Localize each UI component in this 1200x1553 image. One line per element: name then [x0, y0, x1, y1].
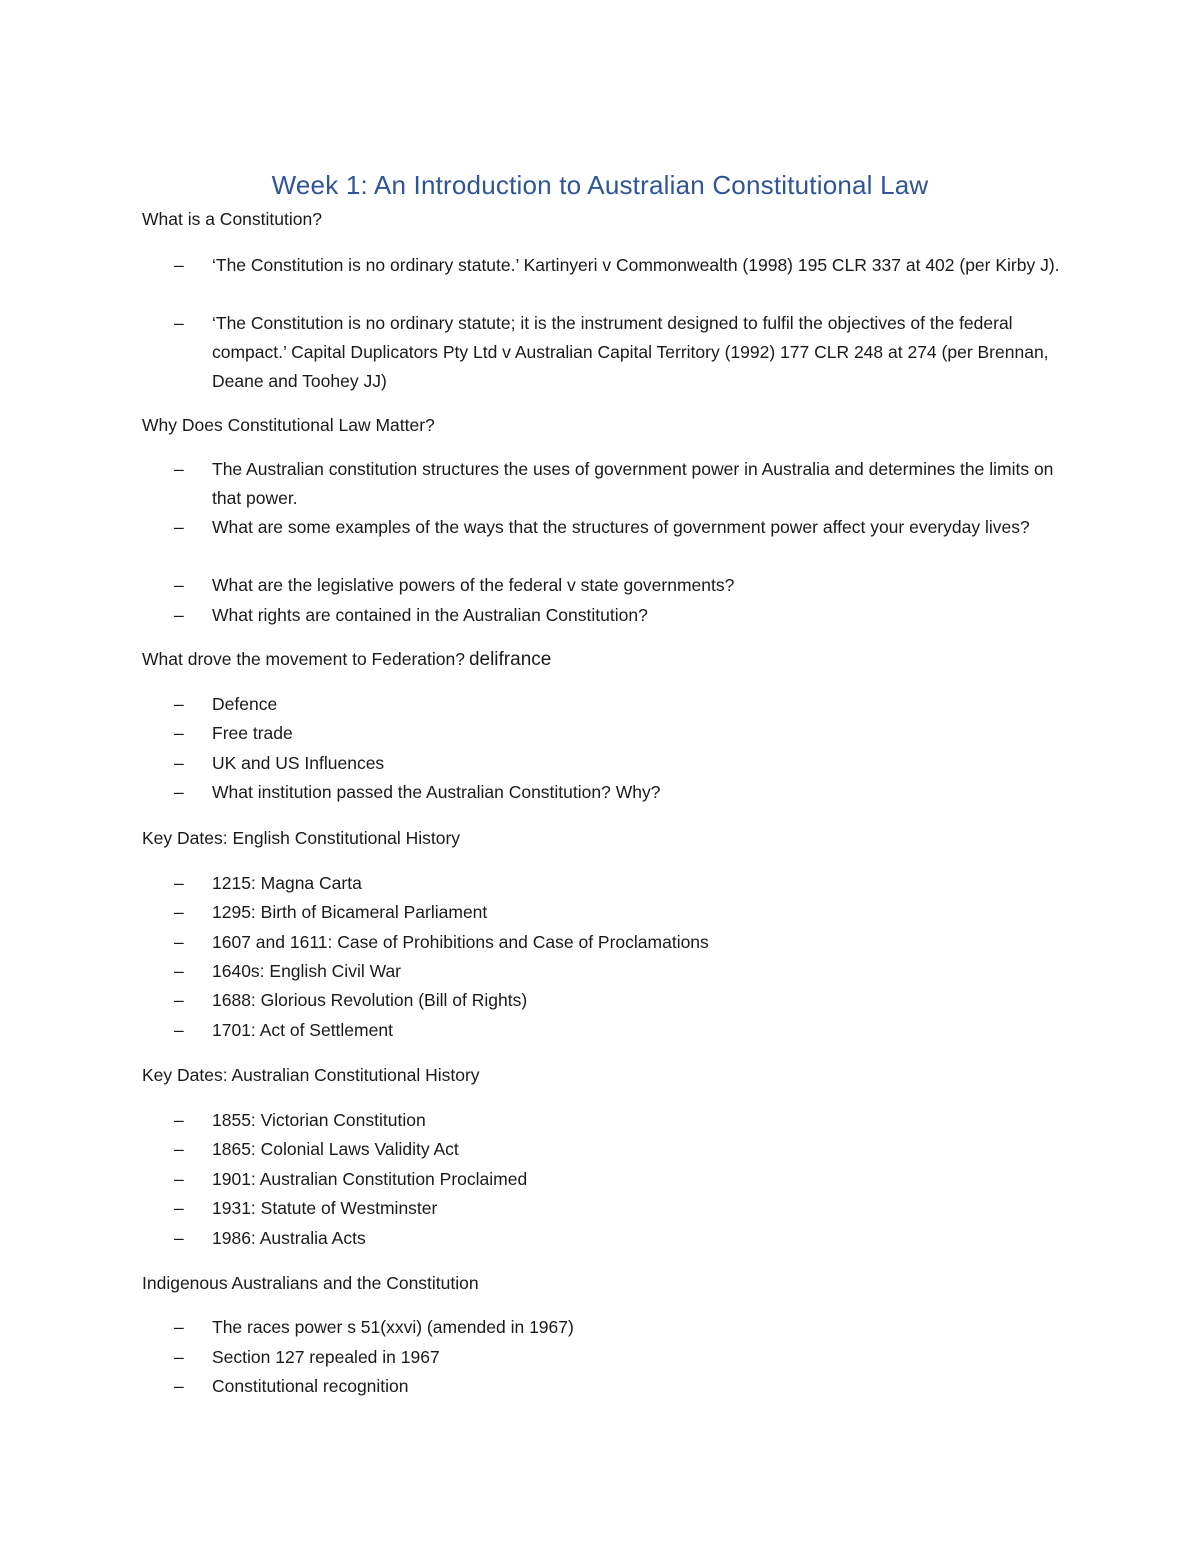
- bullet-dash: –: [174, 1228, 184, 1248]
- bullet-dash: –: [174, 1376, 184, 1396]
- list-item: [174, 719, 1064, 748]
- bullet-dash: –: [174, 605, 184, 625]
- list-item-text: 1865: Colonial Laws Validity Act: [212, 1139, 459, 1159]
- list-item: [174, 898, 1064, 927]
- page-title: Week 1: An Introduction to Australian Constitutional Law: [271, 170, 929, 200]
- list-item: [174, 513, 1064, 542]
- section-heading: Why Does Constitutional Law Matter?: [142, 415, 435, 435]
- section-heading: Key Dates: Australian Constitutional History: [142, 1065, 480, 1085]
- list-item-text: 1701: Act of Settlement: [212, 1020, 393, 1040]
- list-item: [174, 1224, 1064, 1253]
- bullet-dash: –: [174, 1198, 184, 1218]
- list-item-text: Constitutional recognition: [212, 1376, 409, 1396]
- list-item: [174, 690, 1064, 719]
- list-item: [174, 455, 1064, 513]
- list-item: [174, 869, 1064, 898]
- bullet-dash: –: [174, 517, 184, 537]
- bullet-dash: –: [174, 313, 184, 333]
- bullet-dash: –: [174, 902, 184, 922]
- bullet-dash: –: [174, 1139, 184, 1159]
- list-item-text: 1901: Australian Constitution Proclaimed: [212, 1169, 528, 1189]
- list-item: [174, 1135, 1064, 1164]
- list-item-text: What rights are contained in the Australian Constitution?: [212, 605, 648, 625]
- list-item-text: What institution passed the Australian Constitution? Why?: [212, 782, 661, 802]
- list-item: [174, 1016, 1064, 1045]
- list-item-text: 1607 and 1611: Case of Prohibitions and Case of Proclamations: [212, 932, 709, 952]
- bullet-dash: –: [174, 1020, 184, 1040]
- list-item: [174, 1165, 1064, 1194]
- list-item: [174, 571, 1064, 600]
- bullet-dash: –: [174, 1347, 184, 1367]
- list-item-text: 1855: Victorian Constitution: [212, 1110, 426, 1130]
- bullet-dash: –: [174, 782, 184, 802]
- list-item: [174, 1343, 1064, 1372]
- list-item-text: Section 127 repealed in 1967: [212, 1347, 440, 1367]
- list-item-text: The Australian constitution structures the uses of government power in Australia and determines the limits on that power.: [212, 459, 1054, 508]
- list-item: [174, 601, 1064, 630]
- list-item-text: The races power s 51(xxvi) (amended in 1967): [212, 1317, 574, 1337]
- bullet-dash: –: [174, 723, 184, 743]
- bullet-dash: –: [174, 990, 184, 1010]
- list-item: [174, 1313, 1064, 1342]
- bullet-dash: –: [174, 961, 184, 981]
- list-item: [174, 749, 1064, 778]
- bullet-dash: –: [174, 932, 184, 952]
- list-item-text: 1986: Australia Acts: [212, 1228, 366, 1248]
- bullet-dash: –: [174, 459, 184, 479]
- section-heading: Key Dates: English Constitutional History: [142, 828, 461, 848]
- list-item-text: Free trade: [212, 723, 293, 743]
- list-item: [174, 957, 1064, 986]
- section-heading: Indigenous Australians and the Constitution: [142, 1273, 479, 1293]
- section-heading: [142, 648, 551, 671]
- bullet-dash: –: [174, 873, 184, 893]
- list-item: [174, 1194, 1064, 1223]
- list-item-text: 1215: Magna Carta: [212, 873, 362, 893]
- list-item-text: 1640s: English Civil War: [212, 961, 402, 981]
- list-item-text: UK and US Influences: [212, 753, 385, 773]
- list-item-text: 1688: Glorious Revolution (Bill of Rights): [212, 990, 528, 1010]
- bullet-dash: –: [174, 255, 184, 275]
- list-item: [174, 1372, 1064, 1401]
- bullet-dash: –: [174, 1110, 184, 1130]
- section-heading-text: What drove the movement to Federation?: [142, 649, 465, 669]
- list-item: [174, 309, 1064, 396]
- handwritten-note: delifrance: [468, 649, 552, 670]
- list-item: [174, 1106, 1064, 1135]
- list-item-text: Defence: [212, 694, 278, 714]
- bullet-dash: –: [174, 1169, 184, 1189]
- list-item-text: 1931: Statute of Westminster: [212, 1198, 438, 1218]
- list-item: [174, 778, 1064, 807]
- list-item-text: ‘The Constitution is no ordinary statute; it is the instrument designed to fulfil the objectives of the federal compact.’ Capital Duplicators Pty Ltd v Australian Capital Territory (1992) 177 CLR 248 at 274 (per Brennan, Deane and Toohey JJ): [212, 313, 1049, 391]
- list-item: [174, 251, 1064, 280]
- list-item: [174, 986, 1064, 1015]
- bullet-dash: –: [174, 753, 184, 773]
- bullet-dash: –: [174, 575, 184, 595]
- list-item-text: 1295: Birth of Bicameral Parliament: [212, 902, 488, 922]
- bullet-dash: –: [174, 694, 184, 714]
- list-item-text: What are the legislative powers of the federal v state governments?: [212, 575, 735, 595]
- bullet-dash: –: [174, 1317, 184, 1337]
- list-item-text: What are some examples of the ways that the structures of government power affect your everyday lives?: [212, 517, 1030, 537]
- list-item: [174, 928, 1064, 957]
- section-heading: What is a Constitution?: [142, 209, 322, 229]
- list-item-text: ‘The Constitution is no ordinary statute.’ Kartinyeri v Commonwealth (1998) 195 CLR 337 at 402 (per Kirby J).: [212, 255, 1060, 275]
